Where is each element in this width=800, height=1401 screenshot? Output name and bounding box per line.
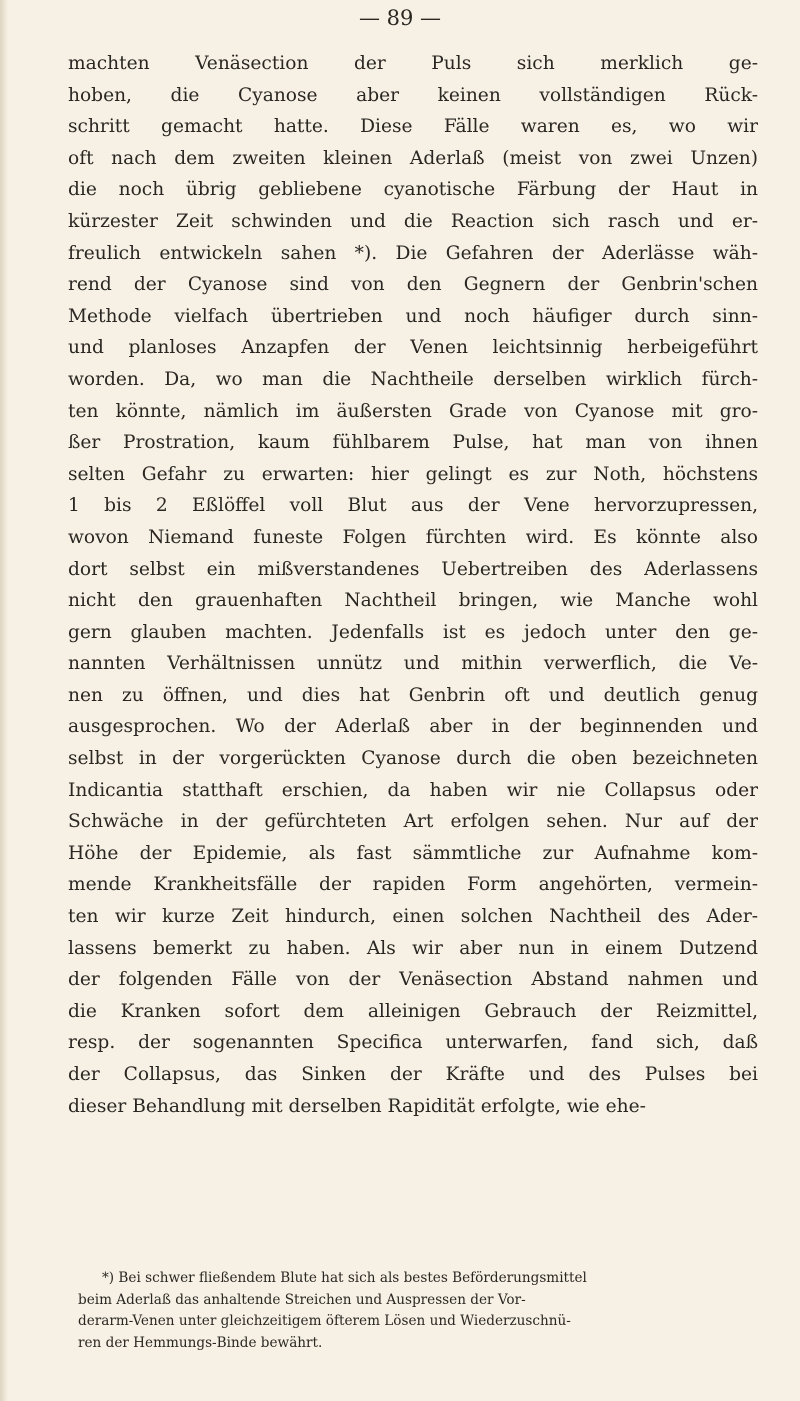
text-line: Höhe der Epidemie, als fast sämmtliche zur Aufnahme kom- [68, 842, 758, 864]
text-line: und planloses Anzapfen der Venen leichtsinnig herbeigeführt [68, 337, 758, 359]
page-number: — 89 — [358, 6, 442, 30]
footnote-line: *) Bei schwer fließendem Blute hat sich als bestes Beförderungsmittel [102, 1270, 587, 1286]
text-line: kürzester Zeit schwinden und die Reaction sich rasch und er- [68, 210, 758, 232]
text-line: freulich entwickeln sahen *). Die Gefahren der Aderlässe wäh- [68, 242, 758, 264]
text-line: wovon Niemand funeste Folgen fürchten wird. Es könnte also [68, 526, 758, 548]
text-line: selbst in der vorgerückten Cyanose durch die oben bezeichneten [68, 748, 758, 770]
text-line: machten Venäsection der Puls sich merklich ge- [68, 53, 758, 74]
body-text [68, 48, 758, 1122]
text-line: nicht den grauenhaften Nachtheil bringen, wie Manche wohl [68, 590, 758, 612]
page-edge-shadow [0, 0, 8, 1401]
text-line: selten Gefahr zu erwarten: hier gelingt es zur Noth, höchstens [68, 463, 758, 485]
text-line: die Kranken sofort dem alleinigen Gebrauch der Reizmittel, [68, 1000, 758, 1022]
text-line: dieser Behandlung mit derselben Rapidität erfolgte, wie ehe- [68, 1095, 646, 1117]
text-line: gern glauben machten. Jedenfalls ist es jedoch unter den ge- [68, 621, 758, 643]
text-line: lassens bemerkt zu haben. Als wir aber nun in einem Dutzend [68, 937, 758, 959]
text-line: rend der Cyanose sind von den Gegnern der Genbrin'schen [68, 274, 758, 296]
text-line: mende Krankheitsfälle der rapiden Form angehörten, vermein- [68, 874, 758, 896]
text-line: resp. der sogenannten Specifica unterwarfen, fand sich, daß [68, 1032, 758, 1054]
text-line: Schwäche in der gefürchteten Art erfolgen sehen. Nur auf der [68, 811, 758, 833]
text-line: 1 bis 2 Eßlöffel voll Blut aus der Vene hervorzupressen, [68, 495, 758, 517]
text-line: die noch übrig gebliebene cyanotische Färbung der Haut in [68, 179, 758, 201]
text-line: ten wir kurze Zeit hindurch, einen solchen Nachtheil des Ader- [68, 906, 758, 928]
footnote-line: ren der Hemmungs-Binde bewährt. [78, 1334, 323, 1351]
text-line: der Collapsus, das Sinken der Kräfte und des Pulses bei [68, 1064, 758, 1085]
footnote [78, 1268, 758, 1354]
text-line: oft nach dem zweiten kleinen Aderlaß (meist von zwei Unzen) [68, 147, 758, 169]
text-line: ausgesprochen. Wo der Aderlaß aber in der beginnenden und [68, 716, 758, 738]
footnote-line: beim Aderlaß das anhaltende Streichen und Auspressen der Vor- [78, 1291, 526, 1308]
text-line: schritt gemacht hatte. Diese Fälle waren es, wo wir [68, 116, 758, 138]
text-line: nen zu öffnen, und dies hat Genbrin oft und deutlich genug [68, 684, 758, 706]
text-line: ten könnte, nämlich im äußersten Grade von Cyanose mit gro- [68, 400, 758, 422]
text-line: Methode vielfach übertrieben und noch häufiger durch sinn- [68, 305, 758, 327]
text-line: Indicantia statthaft erschien, da haben wir nie Collapsus oder [68, 779, 758, 801]
footnote-line: derarm-Venen unter gleichzeitigem öfterem Lösen und Wiederzuschnü- [78, 1313, 571, 1329]
text-line: hoben, die Cyanose aber keinen vollständigen Rück- [68, 84, 758, 106]
text-line: dort selbst ein mißverstandenes Uebertreiben des Aderlassens [68, 558, 758, 580]
text-line: der folgenden Fälle von der Venäsection Abstand nahmen und [68, 969, 758, 991]
text-line: ßer Prostration, kaum fühlbarem Pulse, hat man von ihnen [68, 432, 758, 454]
text-line: nannten Verhältnissen unnütz und mithin verwerflich, die Ve- [68, 653, 758, 675]
text-line: worden. Da, wo man die Nachtheile derselben wirklich fürch- [68, 368, 758, 390]
